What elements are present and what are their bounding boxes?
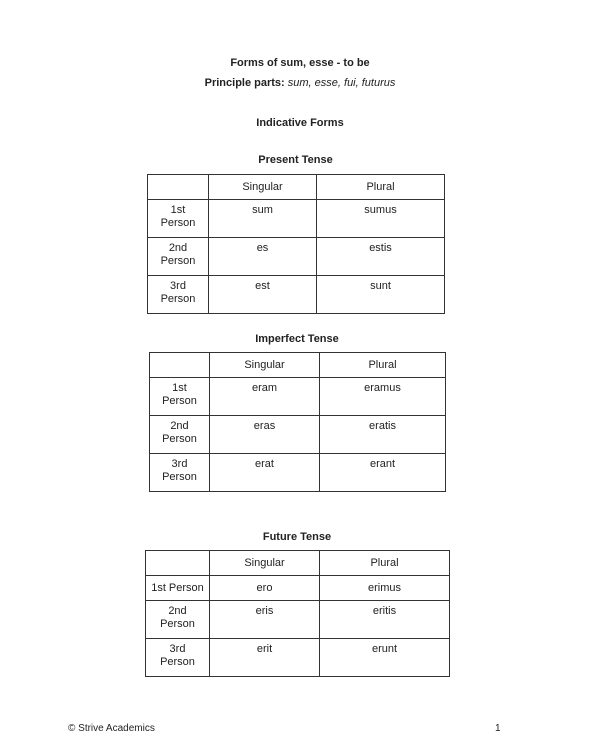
header-cell-plural: Plural: [320, 353, 446, 378]
table-header-row: [150, 353, 446, 378]
table-row: [148, 200, 445, 238]
person-cell: [150, 416, 210, 454]
person-cell: [146, 639, 210, 677]
header-cell-singular: Singular: [210, 551, 320, 576]
person-line: 1st: [172, 382, 187, 394]
plural-cell: erant: [320, 454, 446, 492]
person-cell: [148, 238, 209, 276]
person-line: 3rd: [169, 643, 186, 655]
person-cell: [148, 200, 209, 238]
person-cell: [146, 601, 210, 639]
singular-cell: erit: [210, 639, 320, 677]
person-line: Person: [160, 293, 196, 305]
section-heading: Indicative Forms: [256, 117, 344, 129]
principal-parts-label: Principle parts:: [204, 77, 285, 89]
plural-cell: eramus: [320, 378, 446, 416]
plural-cell: erimus: [320, 576, 450, 601]
person-line: 2nd: [170, 420, 189, 432]
plural-cell: erunt: [320, 639, 450, 677]
singular-cell: sum: [209, 200, 317, 238]
singular-cell: eram: [210, 378, 320, 416]
person-line: Person: [162, 395, 197, 407]
table-header-row: [148, 175, 445, 200]
person-cell: [150, 378, 210, 416]
principal-parts: [0, 77, 600, 89]
singular-cell: erat: [210, 454, 320, 492]
person-line: Person: [160, 618, 195, 630]
singular-cell: es: [209, 238, 317, 276]
header-cell-singular: Singular: [209, 175, 317, 200]
table-row: [146, 576, 450, 601]
plural-cell: estis: [317, 238, 445, 276]
header-cell-singular: Singular: [210, 353, 320, 378]
document-title: Forms of sum, esse - to be: [230, 57, 370, 69]
imperfect-tense-title: Imperfect Tense: [255, 333, 339, 345]
header-cell-empty: [148, 175, 209, 200]
present-tense-title: Present Tense: [258, 154, 333, 166]
person-line: Person: [162, 471, 197, 483]
person-line: 3rd: [171, 458, 188, 470]
table-row: [148, 238, 445, 276]
plural-cell: sunt: [317, 276, 445, 314]
table-row: [150, 378, 446, 416]
table-row: [148, 276, 445, 314]
present-tense-table: [147, 174, 445, 314]
page-number: 1: [495, 723, 501, 734]
person-cell: 1st Person: [146, 576, 210, 601]
principal-parts-value: sum, esse, fui, futurus: [287, 77, 396, 89]
person-line: Person: [160, 255, 196, 267]
table-row: [146, 639, 450, 677]
person-line: Person: [160, 217, 196, 229]
person-line: 1st: [170, 204, 186, 216]
header-cell-plural: Plural: [317, 175, 445, 200]
singular-cell: eras: [210, 416, 320, 454]
person-line: Person: [160, 656, 195, 668]
person-line: 2nd: [168, 242, 188, 254]
person-line: 2nd: [168, 605, 187, 617]
future-tense-title: Future Tense: [262, 531, 332, 543]
person-cell: [148, 276, 209, 314]
header-cell-plural: Plural: [320, 551, 450, 576]
singular-cell: eris: [210, 601, 320, 639]
person-line: 3rd: [170, 280, 186, 292]
table-row: [146, 601, 450, 639]
singular-cell: ero: [210, 576, 320, 601]
singular-cell: est: [209, 276, 317, 314]
person-cell: [150, 454, 210, 492]
footer-copyright: © Strive Academics: [68, 723, 155, 734]
table-row: [150, 454, 446, 492]
header-cell-empty: [146, 551, 210, 576]
future-tense-table: [145, 550, 450, 677]
table-header-row: [146, 551, 450, 576]
plural-cell: sumus: [317, 200, 445, 238]
plural-cell: eritis: [320, 601, 450, 639]
plural-cell: eratis: [320, 416, 446, 454]
header-cell-empty: [150, 353, 210, 378]
imperfect-tense-table: [149, 352, 446, 492]
table-row: [150, 416, 446, 454]
person-line: Person: [162, 433, 197, 445]
